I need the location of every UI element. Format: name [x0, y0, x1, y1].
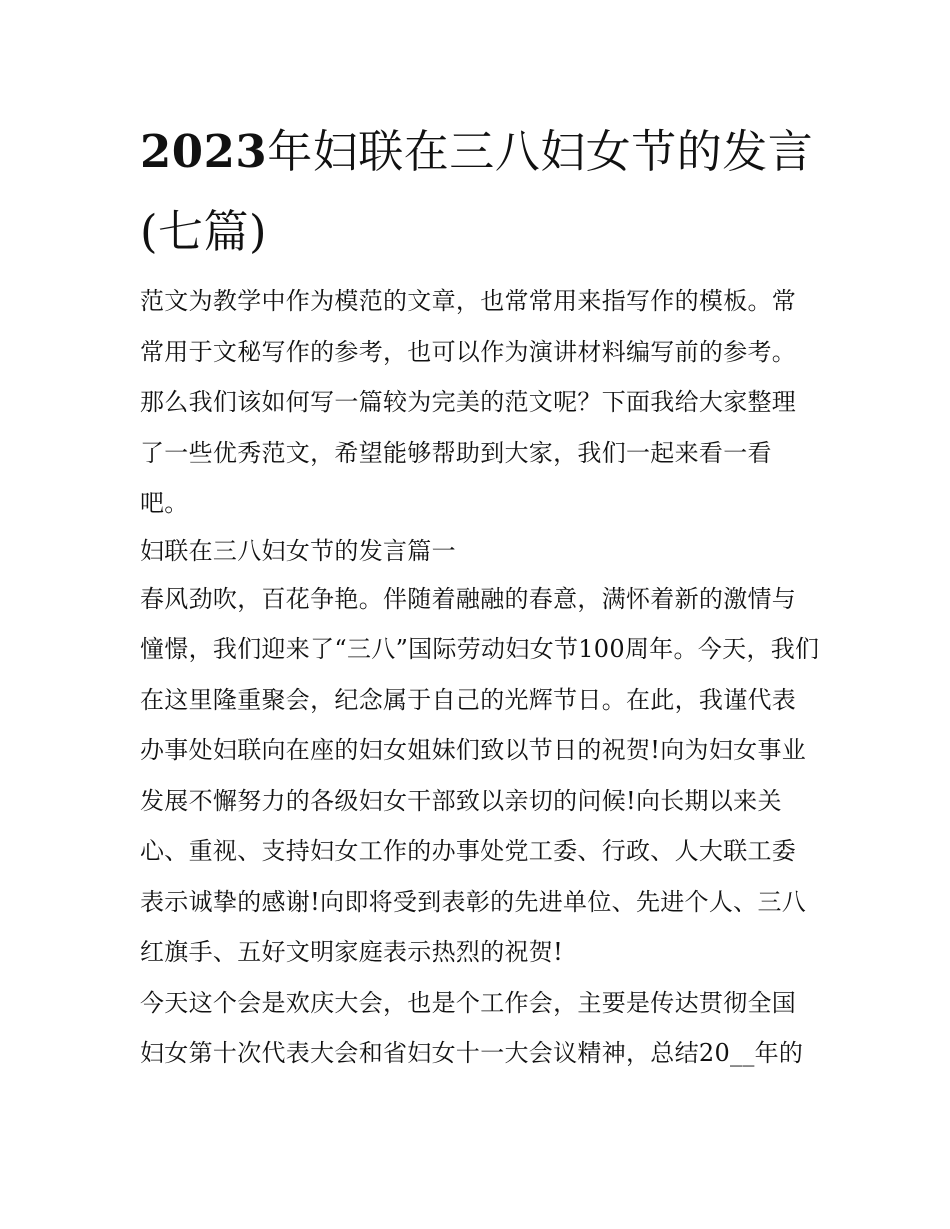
body-paragraph-1: 春风劲吹，百花争艳。伴随着融融的春意，满怀着新的激情与憧憬，我们迎来了“三八”国际劳动妇女节100周年。今天，我们在这里隆重聚会，纪念属于自己的光辉节日。在此，我谨代表办事处妇联向在座的妇女姐妹们致以节日的祝贺!向为妇女事业发展不懈努力的各级妇女干部致以亲切的问候!向长期以来关心、重视、支持妇女工作的办事处党工委、行政、人大联工委表示诚挚的感谢!向即将受到表彰的先进单位、先进个人、三八红旗手、五好文明家庭表示热烈的祝贺! — [140, 584, 820, 966]
title-text: 年妇联在三八妇女节的发言(七篇) — [140, 125, 814, 258]
section-heading: 妇联在三八妇女节的发言篇一 — [140, 536, 456, 565]
document-body — [140, 276, 820, 1079]
title-year: 2023 — [140, 125, 268, 178]
body-paragraph-2: 今天这个会是欢庆大会，也是个工作会，主要是传达贯彻全国妇女第十次代表大会和省妇女十一大会议精神，总结20__年的 — [140, 988, 804, 1067]
document-title — [140, 112, 830, 272]
intro-paragraph: 范文为教学中作为模范的文章，也常常用来指写作的模板。常常用于文秘写作的参考，也可以作为演讲材料编写前的参考。那么我们该如何写一篇较为完美的范文呢？下面我给大家整理了一些优秀范文，希望能够帮助到大家，我们一起来看一看吧。 — [140, 287, 797, 517]
